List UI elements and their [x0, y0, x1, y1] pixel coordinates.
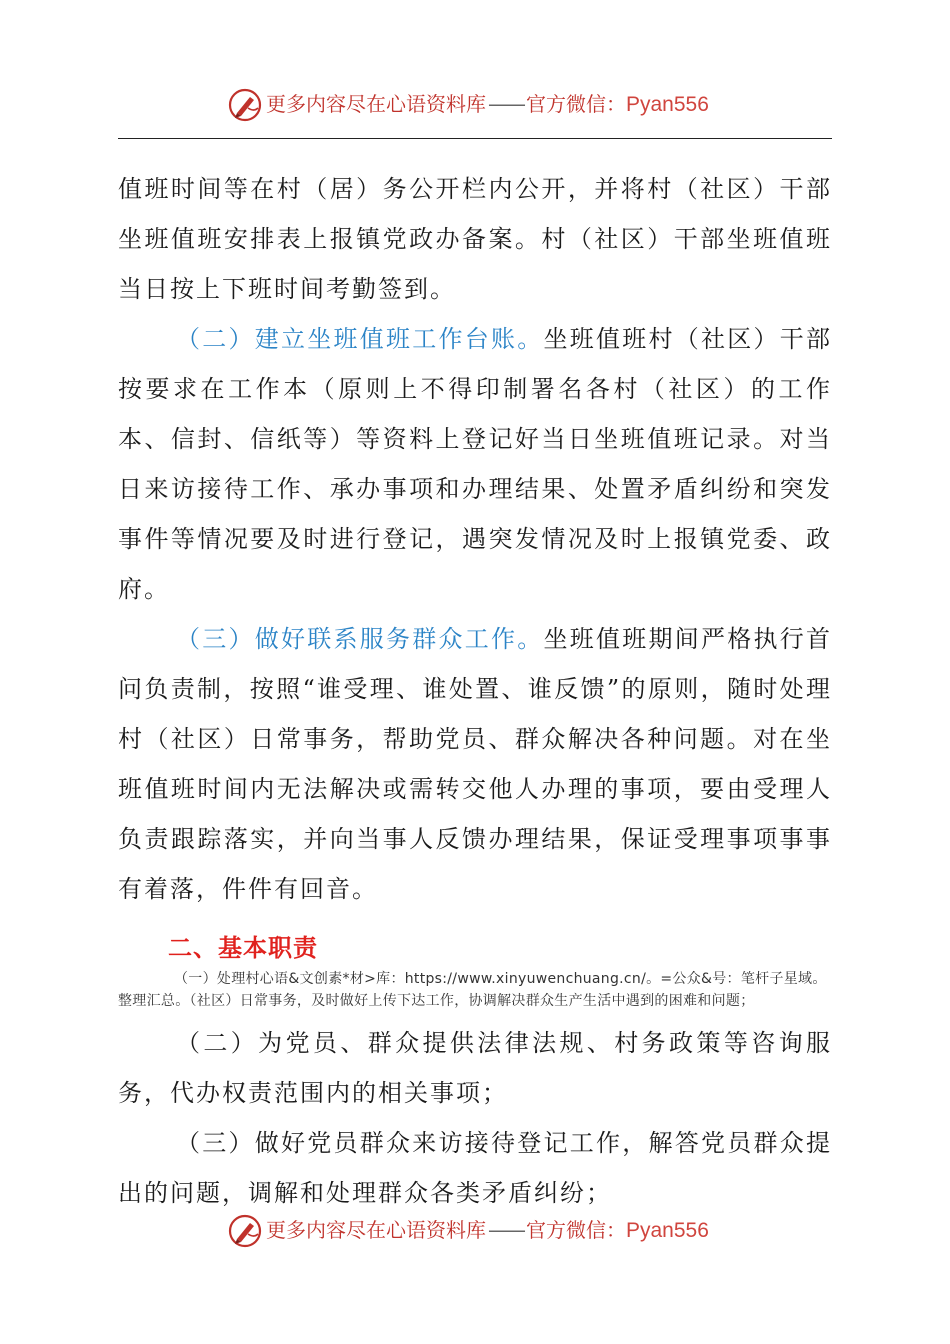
paragraph-3: [118, 614, 832, 914]
banner-text: [266, 1216, 709, 1244]
header-divider: [118, 138, 832, 139]
paragraph-2: [118, 314, 832, 614]
banner-wechat-label: 官方微信：: [526, 1218, 626, 1242]
document-body: [118, 164, 832, 1218]
paragraph-3-heading: （三）做好联系服务群众工作。: [176, 625, 544, 653]
banner-title: 更多内容尽在心语资料库: [266, 1218, 486, 1242]
footer-banner: [0, 1210, 950, 1250]
paragraph-1: 值班时间等在村（居）务公开栏内公开，并将村（社区）干部坐班值班安排表上报镇党政办备案。村（社区）干部坐班值班当日按上下班时间考勤签到。: [118, 175, 832, 303]
duty-3: （三）做好党员群众来访接待登记工作，解答党员群众提出的问题，调解和处理群众各类矛盾纠纷；: [118, 1129, 832, 1207]
paragraph-2-body: 坐班值班村（社区）干部按要求在工作本（原则上不得印制署名各村（社区）的工作本、信封、信纸等）等资料上登记好当日坐班值班记录。对当日来访接待工作、承办事项和办理结果、处置矛盾纠纷和突发事件等情况要及时进行登记，遇突发情况及时上报镇党委、政府。: [118, 325, 832, 603]
banner-dash: ——: [488, 92, 524, 116]
banner-wechat-label: 官方微信：: [526, 92, 626, 116]
paragraph-3-body: 坐班值班期间严格执行首问负责制，按照“谁受理、谁处置、谁反馈”的原则，随时处理村（社区）日常事务，帮助党员、群众解决各种问题。对在坐班值班时间内无法解决或需转交他人办理的事项，要由受理人负责跟踪落实，并向当事人反馈办理结果，保证受理事项事事有着落，件件有回音。: [118, 625, 832, 903]
duty-2: （二）为党员、群众提供法律法规、村务政策等咨询服务，代办权责范围内的相关事项；: [118, 1029, 832, 1107]
section-title: 二、基本职责: [168, 934, 318, 962]
banner-dash: ——: [488, 1218, 524, 1242]
pen-logo-icon: [228, 88, 262, 122]
banner-wechat-id: Pyan556: [626, 1219, 709, 1242]
banner-wechat-id: Pyan556: [626, 93, 709, 116]
header-banner: [0, 84, 950, 124]
small-note: （一）处理村心语&文创素*材>库：https://www.xinyuwenchuang.cn/。=公众&号：笔杆子星域。整理汇总。（社区）日常事务，及时做好上传下达工作，协调解决群众生产生活中遇到的困难和问题；: [118, 971, 827, 1009]
paragraph-2-heading: （二）建立坐班值班工作台账。: [176, 325, 544, 353]
banner-text: [266, 90, 709, 118]
banner-title: 更多内容尽在心语资料库: [266, 92, 486, 116]
pen-logo-icon: [228, 1214, 262, 1248]
